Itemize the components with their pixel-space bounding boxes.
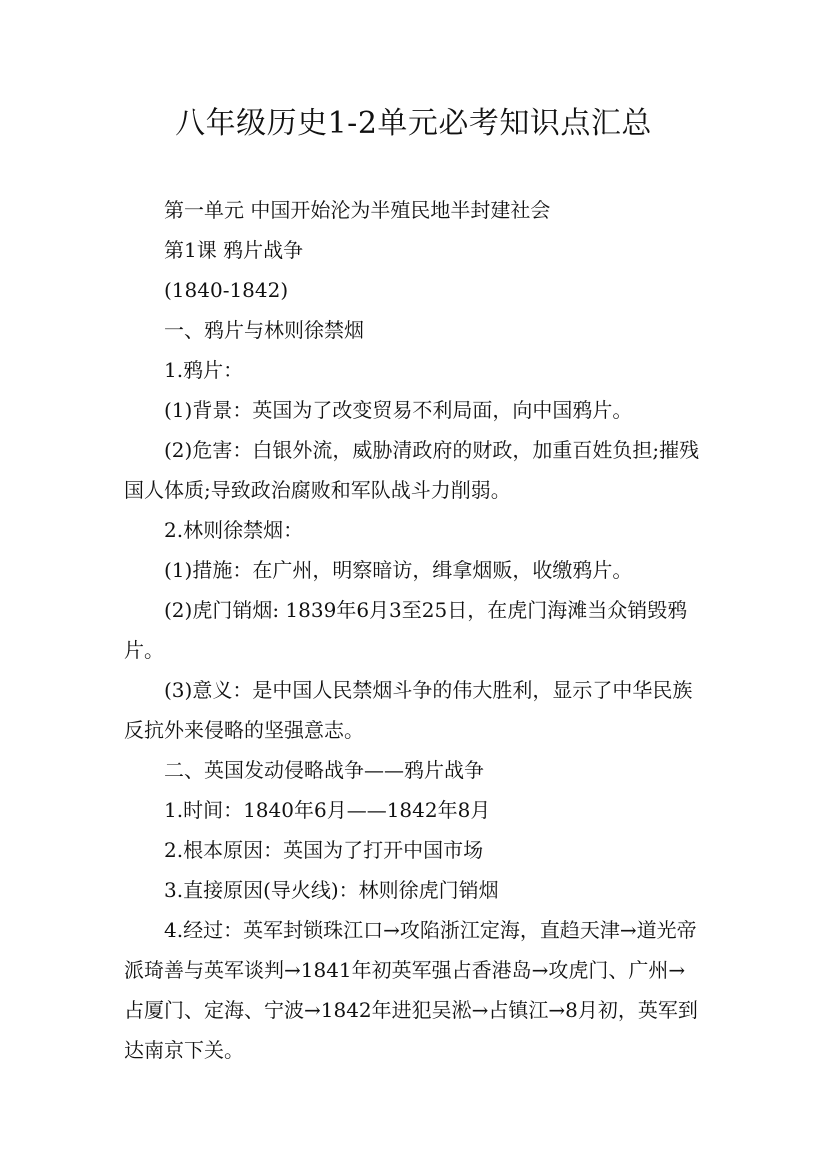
war-time: 1.时间：1840年6月——1842年8月 — [164, 798, 491, 822]
opium-harm: (2)危害：白银外流，威胁清政府的财政，加重百姓负担;摧残国人体质;导致政治腐败和军队战斗力削弱。 — [124, 438, 700, 502]
lesson-date-range: (1840-1842) — [164, 278, 289, 302]
war-course: 4.经过：英军封锁珠江口→攻陷浙江定海，直趋天津→道光帝派琦善与英军谈判→1841年初英军强占香港岛→攻虎门、广州→占厦门、定海、宁波→1842年进犯吴淞→占镇江→8月初，英军到达南京下关。 — [124, 918, 698, 1062]
ban-measures: (1)措施：在广州，明察暗访，缉拿烟贩，收缴鸦片。 — [164, 558, 633, 582]
unit-heading: 第一单元 中国开始沦为半殖民地半封建社会 — [164, 198, 551, 222]
lesson-heading: 第1课 鸦片战争 — [164, 238, 304, 262]
section-heading-opium-and-ban: 一、鸦片与林则徐禁烟 — [164, 318, 364, 342]
opium-background: (1)背景：英国为了改变贸易不利局面，向中国鸦片。 — [164, 398, 633, 422]
document-title: 八年级历史1-2单元必考知识点汇总 — [175, 106, 652, 141]
war-root-cause: 2.根本原因：英国为了打开中国市场 — [164, 838, 484, 862]
document-body — [124, 190, 704, 1070]
war-direct-cause: 3.直接原因(导火线)：林则徐虎门销烟 — [164, 878, 499, 902]
humen-destruction: (2)虎门销烟: 1839年6月3至25日，在虎门海滩当众销毁鸦片。 — [124, 598, 688, 662]
subheading-lin-zexu-ban: 2.林则徐禁烟： — [164, 518, 304, 542]
ban-significance: (3)意义：是中国人民禁烟斗争的伟大胜利，显示了中华民族反抗外来侵略的坚强意志。 — [124, 678, 693, 742]
subheading-opium: 1.鸦片： — [164, 358, 244, 382]
section-heading-opium-war: 二、英国发动侵略战争——鸦片战争 — [164, 758, 484, 782]
